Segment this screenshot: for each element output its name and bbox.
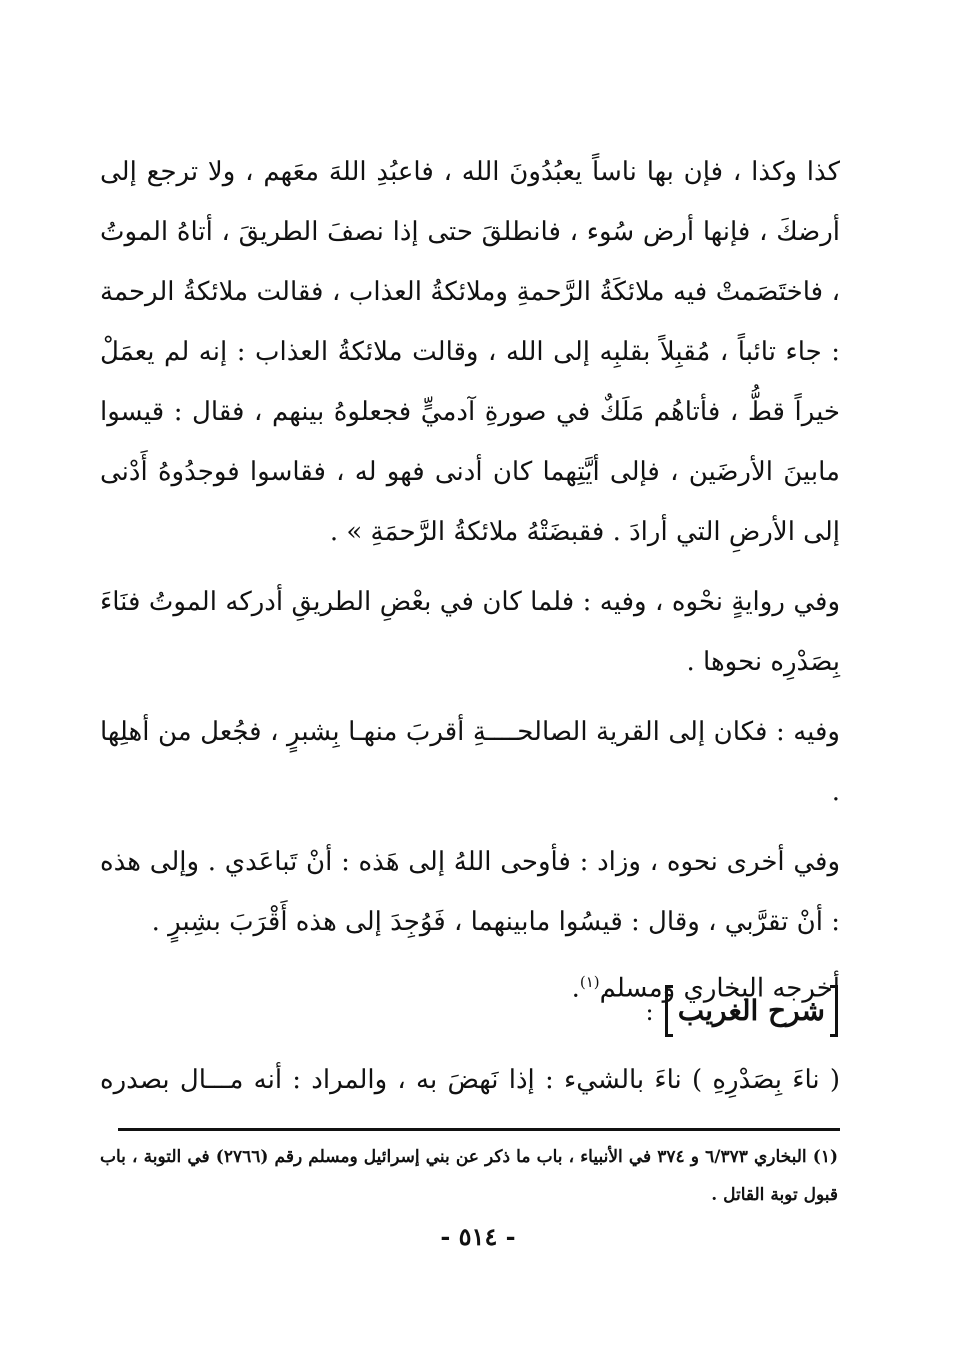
source-text: أخرجه البخاري ومسلم xyxy=(599,973,840,1004)
source-line: أخرجه البخاري ومسلم$^{(١)}$. xyxy=(571,973,840,1004)
page-number: - ٥١٤ - xyxy=(440,1222,516,1251)
main-text xyxy=(100,142,840,1019)
explanation-line: ( ناءَ بِصَدْرِهِ ) ناءَ بالشيء : إذا نَهضَ به ، والمراد : أنه مـــال بصدره xyxy=(100,1065,840,1095)
heading-title: شرح الغريب xyxy=(665,988,838,1034)
section-heading xyxy=(646,988,838,1034)
paragraph-hadith: كذا وكذا ، فإن بها ناساً يعبُدُونَ الله ، فاعبُدِ اللهَ معَهم ، ولا ترجع إلى أرضكَ ، فإنها أرض سُوء ، فانطلقَ حتى إذا نصفَ الطريقَ ، أتاهُ الموتُ ، فاختَصَمتْ فيه ملائكَةُ الرَّحمةِ وملائكةُ العذاب ، فقالت ملائكةُ الرحمة : جاء تائباً ، مُقبِلاً بقلبِه إلى الله ، وقالت ملائكةُ العذاب : إنه لم يعمَلْ خيراً قطُّ ، فأتاهُم مَلَكٌ في صورةِ آدميٍّ فجعلوهُ بينهم ، فقال : قيسوا مابينَ الأرضَين ، فإلى أيَّتِهما كان أدنى فهو له ، فقاسوا فوجدُوهُ أَدْنى إلى الأرضِ التي أرادَ . فقبضَتْهُ ملائكةُ الرَّحمَةِ » . xyxy=(100,157,840,547)
paragraph-narration-2: وفيه : فكان إلى القرية الصالحــــةِ أقربَ منهـا بِشبرٍ ، فجُعل من أهلِها . xyxy=(100,717,840,807)
paragraph-narration-3: وفي أخرى نحوه ، وزاد : فأوحى اللهُ إلى هَذه : أنْ تَباعَدي . وإلى هذه : أنْ تقرَّبي ، وقال : قيسُوا مابينهما ، فَوُجِدَ إلى هذه أَقْرَبَ بشِبرٍ . xyxy=(100,847,840,937)
heading-colon: : xyxy=(645,998,654,1026)
footnote-divider xyxy=(118,1128,840,1131)
footnote-marker[interactable]: (١) xyxy=(579,973,600,991)
paragraph-narration-1: وفي روايةٍ نحْوه ، وفيه : فلما كان في بعْضِ الطريقِ أدركه الموتُ فنَاءَ بِصَدْرِه نحوها . xyxy=(100,587,840,677)
footnote: (١) البخاري ٦/٣٧٣ و ٣٧٤ في الأنبياء ، باب ما ذكر عن بني إسرائيل ومسلم رقم (٢٧٦٦) في التوبة ، باب قبول توبة القاتل . xyxy=(100,1147,838,1205)
